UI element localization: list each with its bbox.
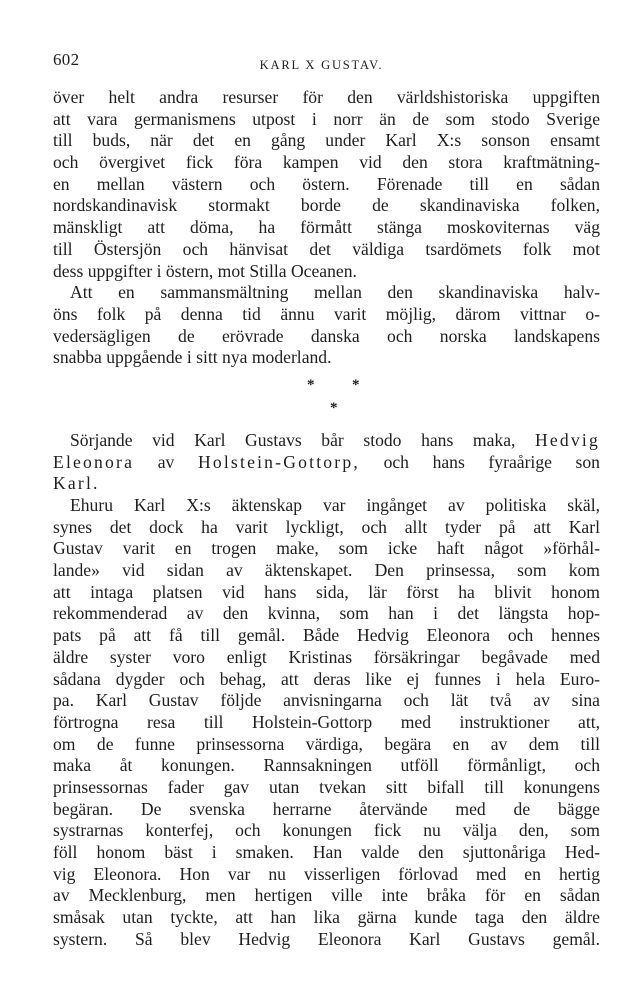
text-line: vig Eleonora. Hon var nu visserligen förlovad med en hertig [53,863,600,884]
text-line: snabba uppgående i sitt nya moderland. [53,347,332,368]
text-line: och övergivet fick föra kampen vid den stora kraftmätning- [53,152,600,173]
text-line: lande» vid sidan av äktenskapet. Den prinsessa, som kom [53,560,600,581]
text-line: föll honom bäst i smaken. Han valde den sjuttonåriga Hed- [53,842,600,862]
text-line: nordskandinavisk stormakt borde de skandinaviska folken, [53,195,600,216]
text-line: rekommenderad av den kvinna, som han i det längsta hop- [53,603,600,624]
text-line: förtrogna resa till Holstein-Gottorp med instruktioner att, [53,711,600,732]
text-line: pa. Karl Gustav följde anvisningarna och lät två av sina [53,690,600,711]
asterisk: * [352,376,360,393]
text-run: Sörjande vid Karl Gustavs bår stodo hans maka, [70,429,516,450]
text-line: synes det dock ha varit lyckligt, och allt tyder på att Karl [53,516,600,537]
text-run: av [157,451,175,472]
paragraph-1 [53,87,600,282]
text-line: till buds, när det en gång under Karl X:s sonson ensamt [53,130,600,151]
text-line: sådana dygder och behag, att deras like ej funnes i hela Euro- [53,668,600,689]
spaced-name: Karl. [53,473,100,494]
spaced-name: Eleonora [53,451,135,472]
paragraph-3 [53,430,600,495]
paragraph-2 [53,282,600,369]
body-text [53,87,600,950]
asterisk: * [330,399,338,416]
text-line: systrarnas konterfej, och konungen fick nu välja den, som [53,820,600,841]
text-line: systern. Så blev Hedvig Eleonora Karl Gustavs gemål. [53,928,600,949]
text-line: att intaga platsen vid hans sida, lär först ha blivit honom [53,581,600,602]
spaced-name: Hedvig [535,429,600,450]
asterisk: * [307,376,315,393]
text-line: öns folk på denna tid ännu varit möjlig, därom vittnar o- [53,303,600,324]
text-line: vedersägligen de erövrade danska och norska landskapens [53,325,600,346]
text-line: Ehuru Karl X:s äktenskap var ingånget av politiska skäl, [70,495,600,515]
text-line: begäran. De svenska herrarne återvände med de bägge [53,798,600,819]
text-line: dess uppgifter i östern, mot Stilla Oceanen. [53,260,357,281]
spaced-name: Holstein-Gottorp, [197,451,360,472]
text-line: småsak utan tyckte, att han lika gärna kunde taga den äldre [53,907,600,928]
text-line: Gustav varit en trogen make, som icke haft något »förhål- [53,538,600,559]
text-line: en mellan västern och östern. Förenade till en sådan [53,173,600,194]
text-line: prinsessornas fader gav utan tvekan sitt bifall till konungens [53,776,600,797]
text-line [53,430,600,452]
running-title: KARL X GUSTAV. [259,58,384,72]
text-line: Att en sammansmältning mellan den skandinaviska halv- [70,282,600,303]
text-line: av Mecklenburg, men hertigen ville inte bråka för en sådan [53,885,600,906]
section-break [53,369,600,430]
text-line: att vara germanismens utpost i norr än de som stodo Sverige [53,108,600,129]
text-line: maka åt konungen. Rannsakningen utföll förmånligt, och [53,755,600,776]
page-number: 602 [53,50,80,69]
paragraph-4 [53,495,600,950]
text-line: pats på att få till gemål. Både Hedvig Eleonora och hennes [53,625,600,646]
text-line: över helt andra resurser för den världshistoriska uppgiften [53,87,600,107]
text-run: och hans fyraårige son [383,451,600,472]
text-line: till Östersjön och hänvisat det väldiga tsardömets folk mot [53,238,600,259]
text-line [53,473,600,495]
text-line [53,452,600,474]
text-line: mänskligt att döma, ha förmått stänga moskoviternas väg [53,217,600,238]
text-line: äldre syster voro enligt Kristinas försäkringar begåvade med [53,646,600,667]
text-line: om de funne prinsessorna värdiga, begära en av dem till [53,733,600,754]
